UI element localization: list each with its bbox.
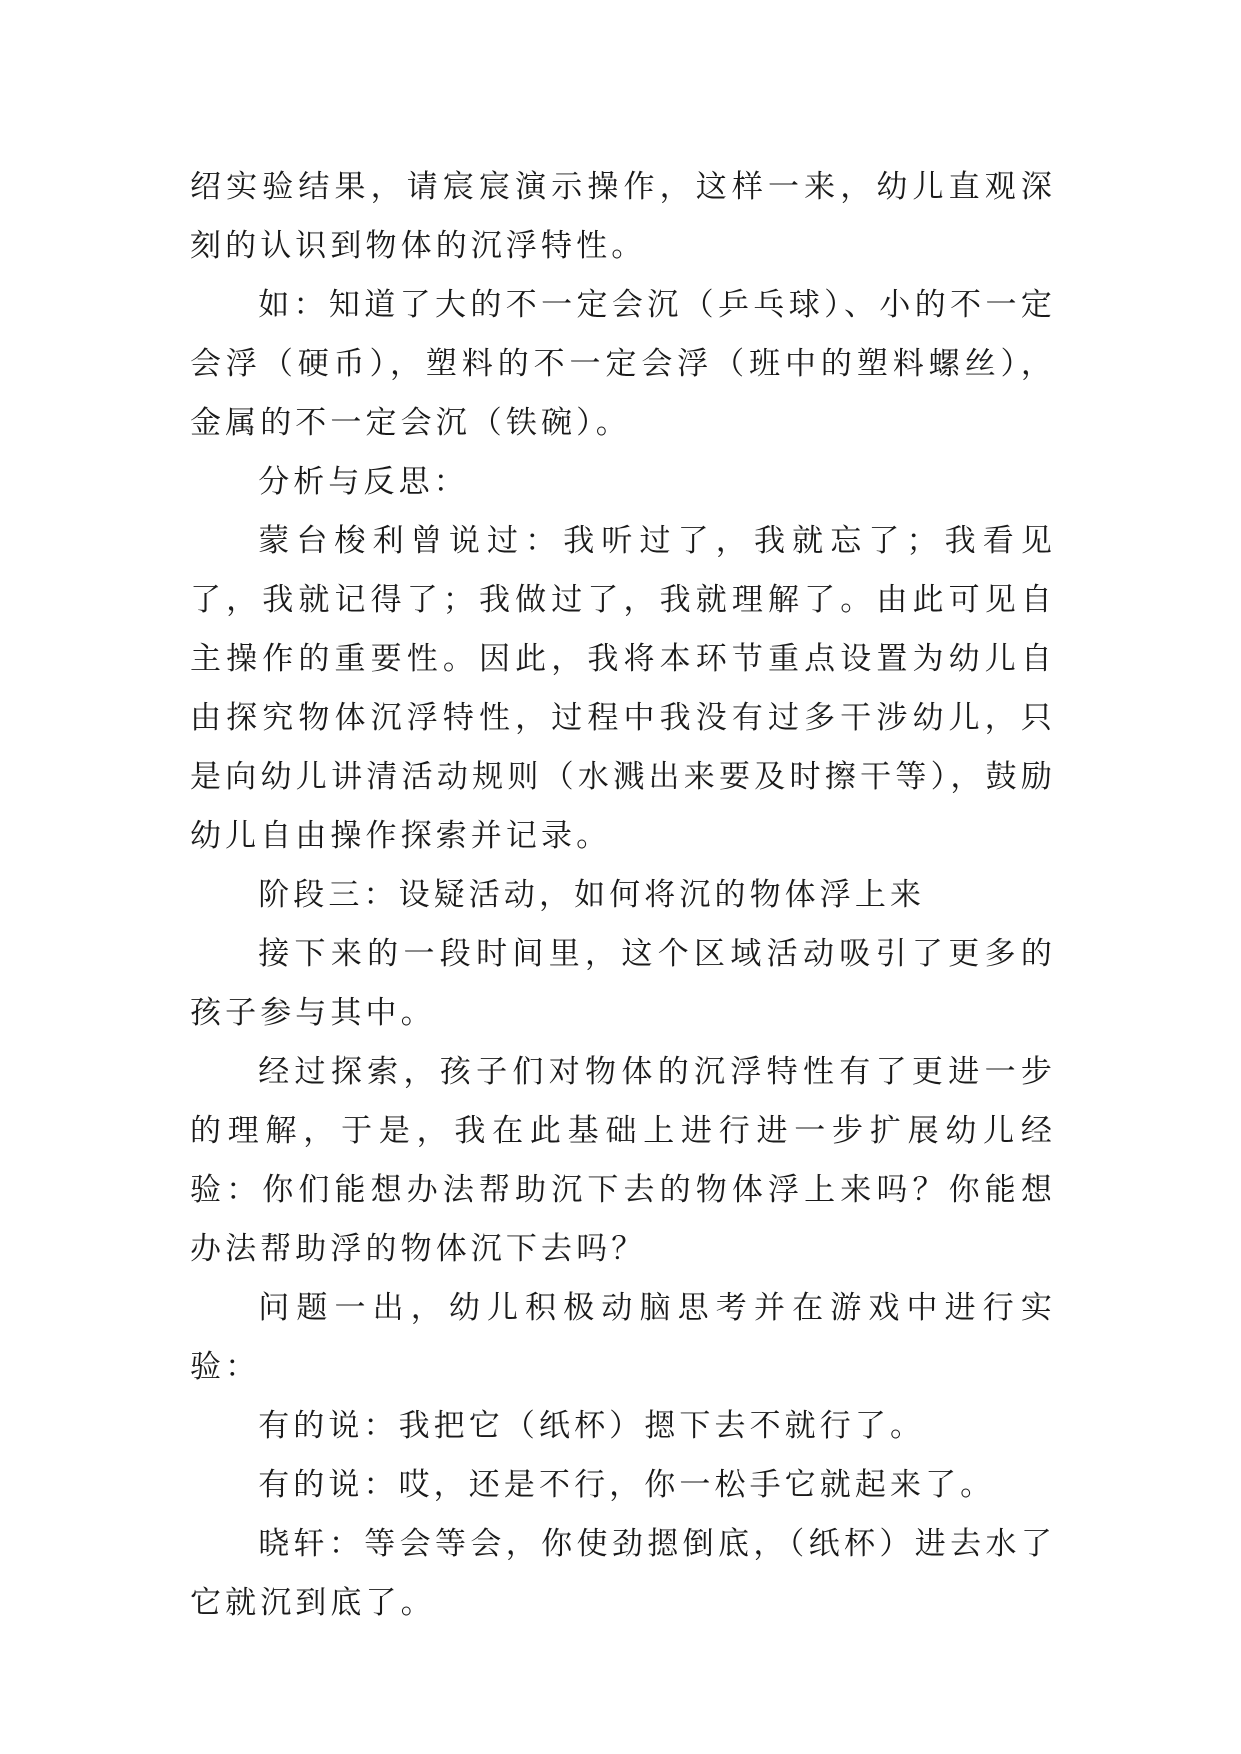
section-heading: 分析与反思：: [258, 464, 469, 500]
paragraph: 绍实验结果，请宸宸演示操作，这样一来，幼儿直观深刻的认识到物体的沉浮特性。: [190, 169, 1056, 264]
paragraph: 有的说：哎，还是不行，你一松手它就起来了。: [258, 1467, 996, 1503]
paragraph: 问题一出，幼儿积极动脑思考并在游戏中进行实验：: [190, 1290, 1056, 1385]
paragraph: 有的说：我把它（纸杯）摁下去不就行了。: [258, 1408, 926, 1444]
paragraph: 接下来的一段时间里，这个区域活动吸引了更多的孩子参与其中。: [190, 936, 1056, 1031]
section-heading: 阶段三：设疑活动，如何将沉的物体浮上来: [258, 877, 926, 913]
document-page: [190, 158, 1056, 1633]
paragraph: 蒙台梭利曾说过：我听过了，我就忘了；我看见了，我就记得了；我做过了，我就理解了。由此可见自主操作的重要性。因此，我将本环节重点设置为幼儿自由探究物体沉浮特性，过程中我没有过多干涉幼儿，只是向幼儿讲清活动规则（水溅出来要及时擦干等），鼓励幼儿自由操作探索并记录。: [190, 523, 1056, 854]
paragraph: 如：知道了大的不一定会沉（乒乓球）、小的不一定会浮（硬币），塑料的不一定会浮（班中的塑料螺丝），金属的不一定会沉（铁碗）。: [190, 287, 1056, 441]
paragraph: 经过探索，孩子们对物体的沉浮特性有了更进一步的理解，于是，我在此基础上进行进一步扩展幼儿经验：你们能想办法帮助沉下去的物体浮上来吗？你能想办法帮助浮的物体沉下去吗？: [190, 1054, 1056, 1267]
paragraph: 晓轩：等会等会，你使劲摁倒底，（纸杯）进去水了它就沉到底了。: [190, 1526, 1056, 1621]
